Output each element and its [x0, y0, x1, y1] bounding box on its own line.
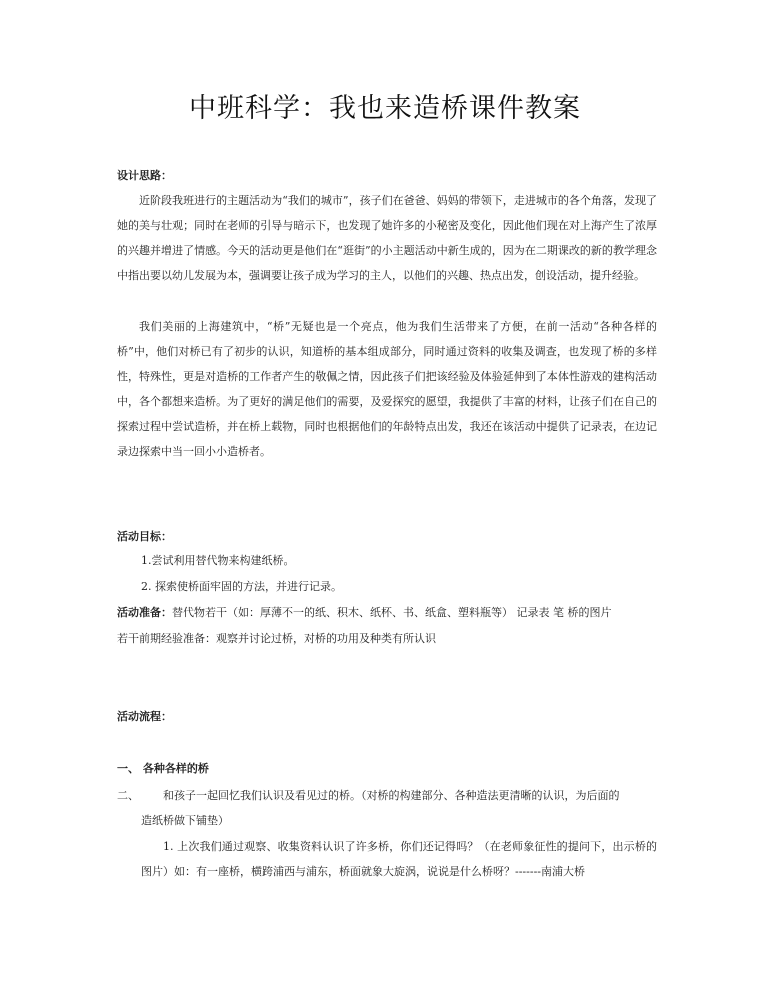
design-paragraph-1: 近阶段我班进行的主题活动为“我们的城市”，孩子们在爸爸、妈妈的带领下，走进城市的各个角落，发现了她的美与壮观；同时在老师的引导与暗示下，也发现了她许多的小秘密及变化，因此他们现在对上海产生了浓厚的兴趣并增进了情感。今天的活动更是他们在“逛街”的小主题活动中新生成的，因为在二期课改的新的教学理念中指出要以幼儿发展为本，强调要让孩子成为学习的主人，以他们的兴趣、热点出发，创设活动，提升经验。: [117, 194, 657, 282]
prep-line-1: [117, 600, 657, 625]
flow-section-2-continued: 造纸桥做下铺垫）: [141, 814, 229, 827]
flow-section-2: [117, 783, 657, 808]
prep-label: 活动准备：: [117, 606, 172, 619]
page-title: 中班科学：我也来造桥课件教案: [189, 93, 581, 124]
goals-heading: 活动目标：: [117, 530, 172, 543]
prep-text: 替代物若干（如：厚薄不一的纸、积木、纸杯、书、纸盒、塑料瓶等） 记录表 笔 桥的图片: [172, 606, 612, 619]
flow-section-2-text: 和孩子一起回忆我们认识及看见过的桥。（对桥的构建部分、各种造法更清晰的认识，为后面的: [163, 789, 620, 802]
flow-section-1: 一、 各种各样的桥: [117, 762, 209, 775]
design-paragraph-2: 我们美丽的上海建筑中，“桥”无疑也是一个亮点，他为我们生活带来了方便，在前一活动“各种各样的桥”中，他们对桥已有了初步的认识，知道桥的基本组成部分，同时通过资料的收集及调查，也发现了桥的多样性，特殊性，更是对造桥的工作者产生的敬佩之情，因此孩子们把该经验及体验延伸到了本体性游戏的建构活动中，各个都想来造桥。为了更好的满足他们的需要，及爱探究的愿望，我提供了丰富的材料，让孩子们在自己的探索过程中尝试造桥，并在桥上载物，同时也根据他们的年龄特点出发，我还在该活动中提供了记录表，在边记录边探索中当一回小小造桥者。: [117, 320, 657, 458]
prep-line-2: 若干前期经验准备：观察并讨论过桥，对桥的功用及种类有所认识: [117, 632, 436, 645]
goal-item-2: 2. 探索使桥面牢固的方法，并进行记录。: [141, 580, 342, 593]
goal-item-1: 1.尝试利用替代物来构建纸桥。: [141, 554, 295, 567]
flow-step-1: 1. 上次我们通过观察、收集资料认识了许多桥，你们还记得吗？（在老师象征性的提问下，出示桥的图片）如：有一座桥，横跨浦西与浦东，桥面就象大旋涡，说说是什么桥呀？-------南浦大桥: [141, 840, 657, 878]
design-heading: 设计思路：: [117, 169, 172, 182]
flow-heading: 活动流程：: [117, 710, 172, 723]
flow-section-2-number: 二、: [117, 789, 139, 802]
